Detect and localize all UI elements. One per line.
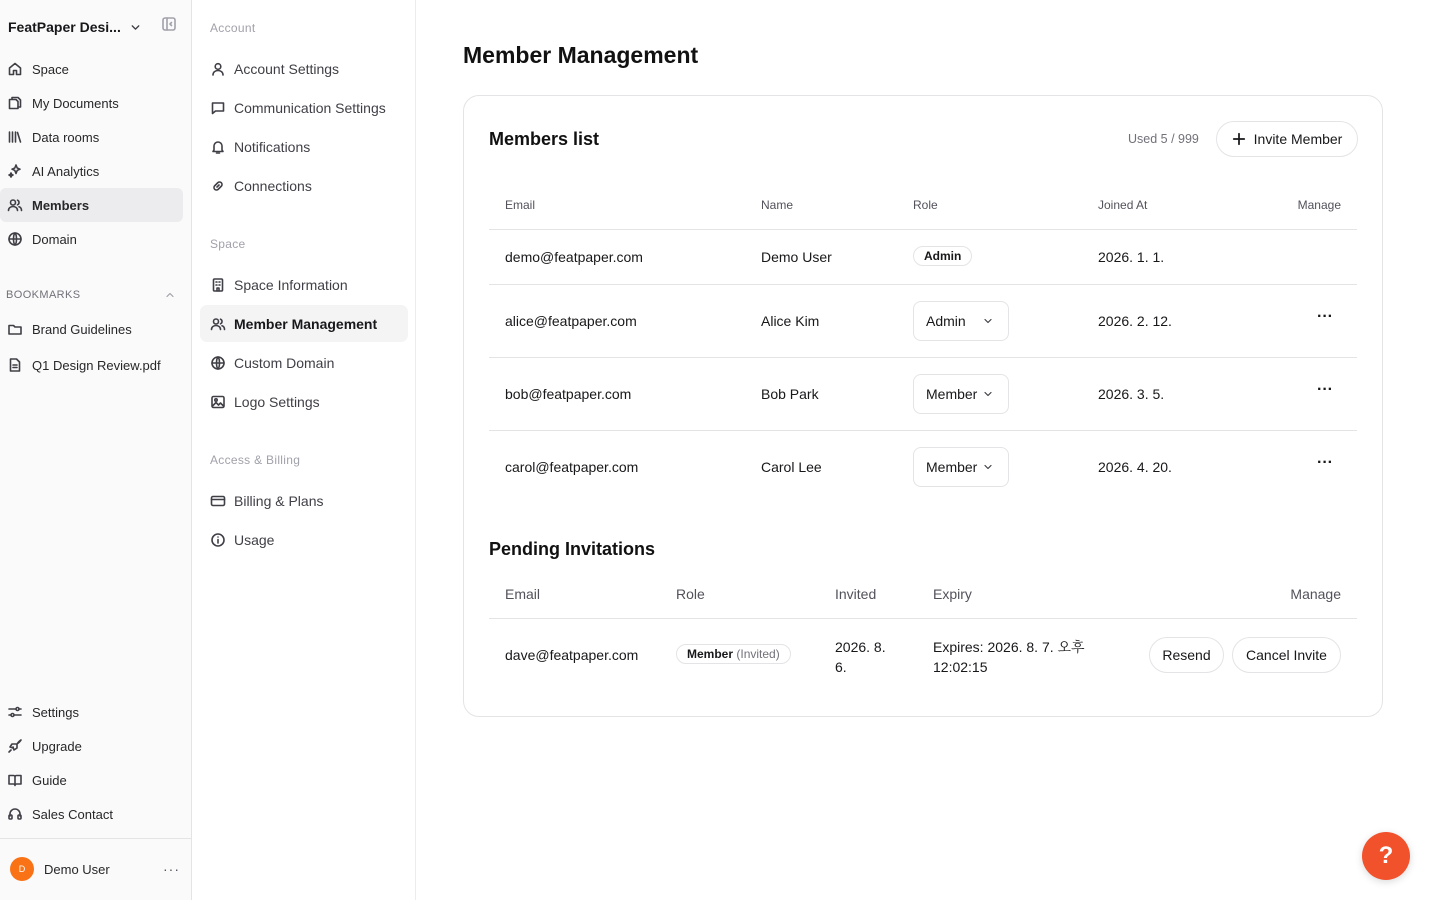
sidebar-item-guide[interactable] bbox=[0, 763, 183, 797]
sidebar-item-sales-contact[interactable] bbox=[0, 797, 183, 831]
invite-role: Member bbox=[687, 647, 734, 661]
column-header: Role bbox=[676, 586, 705, 602]
more-icon[interactable]: ··· bbox=[1317, 308, 1333, 325]
sidebar-item-upgrade[interactable] bbox=[0, 729, 183, 763]
sidebar-divider bbox=[0, 838, 191, 839]
headset-icon bbox=[7, 806, 23, 822]
globe-icon bbox=[210, 355, 226, 371]
documents-icon bbox=[7, 95, 23, 111]
section-label-space: Space bbox=[210, 237, 246, 251]
settings-nav bbox=[192, 0, 416, 900]
sidebar-toggle-icon[interactable] bbox=[161, 16, 177, 32]
bookmarks-label: BOOKMARKS bbox=[6, 289, 81, 301]
image-icon bbox=[210, 394, 226, 410]
role-badge bbox=[676, 644, 791, 664]
page-title: Member Management bbox=[463, 42, 699, 68]
sidebar-item-settings[interactable] bbox=[0, 695, 183, 729]
more-icon[interactable]: ··· bbox=[163, 861, 180, 877]
invite-email: dave@featpaper.com bbox=[505, 647, 639, 663]
settings-item-communication-settings[interactable] bbox=[200, 89, 408, 126]
members-table-header bbox=[489, 198, 1357, 218]
table-row bbox=[489, 618, 1357, 693]
role-select-value: Member bbox=[926, 386, 978, 402]
invite-member-button[interactable] bbox=[1216, 121, 1358, 157]
settings-item-label: Member Management bbox=[234, 315, 378, 332]
member-email: bob@featpaper.com bbox=[505, 386, 632, 402]
settings-item-label: Space Information bbox=[234, 276, 348, 293]
settings-item-member-management[interactable] bbox=[200, 305, 408, 342]
user-name: Demo User bbox=[44, 861, 110, 877]
message-icon bbox=[210, 100, 226, 116]
sidebar-item-label: Domain bbox=[32, 231, 77, 247]
sidebar-item-label: Data rooms bbox=[32, 129, 100, 145]
settings-item-connections[interactable] bbox=[200, 167, 408, 204]
help-button[interactable]: ? bbox=[1362, 832, 1410, 880]
member-joined: 2026. 3. 5. bbox=[1098, 386, 1165, 402]
member-joined: 2026. 2. 12. bbox=[1098, 313, 1172, 329]
column-header: Manage bbox=[1290, 586, 1341, 602]
pending-invitations-title: Pending Invitations bbox=[489, 539, 656, 559]
avatar: D bbox=[10, 857, 34, 881]
credit-card-icon bbox=[210, 493, 226, 509]
bookmark-label: Brand Guidelines bbox=[32, 321, 132, 337]
sparkles-icon bbox=[7, 163, 23, 179]
info-icon bbox=[210, 532, 226, 548]
sidebar-item-ai-analytics[interactable] bbox=[0, 154, 183, 188]
users-icon bbox=[210, 316, 226, 332]
user-icon bbox=[210, 61, 226, 77]
invite-expiry-line: Expires: 2026. 8. 7. 오후 bbox=[933, 639, 1085, 655]
chevron-down-icon bbox=[982, 315, 994, 327]
member-joined: 2026. 4. 20. bbox=[1098, 459, 1172, 475]
member-email: carol@featpaper.com bbox=[505, 459, 639, 475]
invite-expiry bbox=[933, 637, 1085, 677]
column-header: Email bbox=[505, 586, 541, 602]
sidebar-item-label: Upgrade bbox=[32, 738, 82, 754]
settings-item-label: Logo Settings bbox=[234, 393, 320, 410]
settings-item-custom-domain[interactable] bbox=[200, 344, 408, 381]
home-icon bbox=[7, 61, 23, 77]
file-icon bbox=[7, 357, 23, 373]
library-icon bbox=[7, 129, 23, 145]
settings-item-notifications[interactable] bbox=[200, 128, 408, 165]
rocket-icon bbox=[7, 738, 23, 754]
building-icon bbox=[210, 277, 226, 293]
sidebar-item-label: Members bbox=[32, 197, 90, 213]
sidebar-item-label: Guide bbox=[32, 772, 67, 788]
chevron-down-icon bbox=[982, 461, 994, 473]
app-sidebar bbox=[0, 0, 192, 900]
settings-item-label: Connections bbox=[234, 177, 312, 194]
column-header: Manage bbox=[1297, 198, 1341, 212]
settings-item-account-settings[interactable] bbox=[200, 50, 408, 87]
workspace-switcher[interactable] bbox=[8, 16, 184, 38]
column-header: Email bbox=[505, 198, 536, 212]
bookmarks-list bbox=[0, 311, 192, 383]
settings-item-logo-settings[interactable] bbox=[200, 383, 408, 420]
sidebar-item-label: Sales Contact bbox=[32, 806, 113, 822]
link-icon bbox=[210, 178, 226, 194]
bookmark-item[interactable] bbox=[0, 347, 183, 383]
column-header: Invited bbox=[835, 586, 877, 602]
settings-item-label: Usage bbox=[234, 531, 275, 548]
section-label-account: Account bbox=[210, 21, 256, 35]
member-joined: 2026. 1. 1. bbox=[1098, 249, 1165, 265]
role-select[interactable] bbox=[913, 301, 1009, 341]
member-usage: Used 5 / 999 bbox=[1128, 132, 1199, 146]
invite-member-label: Invite Member bbox=[1253, 131, 1343, 147]
bookmark-item[interactable] bbox=[0, 311, 183, 347]
settings-item-label: Billing & Plans bbox=[234, 492, 324, 509]
workspace-name: FeatPaper Desi... bbox=[8, 19, 121, 35]
section-label-billing: Access & Billing bbox=[210, 453, 301, 467]
settings-item-label: Custom Domain bbox=[234, 354, 335, 371]
table-row bbox=[489, 357, 1357, 430]
role-select[interactable] bbox=[913, 374, 1009, 414]
globe-icon bbox=[7, 231, 23, 247]
column-header: Role bbox=[913, 198, 938, 212]
users-icon bbox=[7, 197, 23, 213]
role-select-value: Member bbox=[926, 459, 978, 475]
chevron-up-icon bbox=[164, 289, 176, 301]
settings-item-space-information[interactable] bbox=[200, 266, 408, 303]
book-icon bbox=[7, 772, 23, 788]
sidebar-item-domain[interactable] bbox=[0, 222, 183, 256]
table-row bbox=[489, 284, 1357, 357]
member-name: Alice Kim bbox=[761, 313, 820, 329]
main-content bbox=[416, 0, 1430, 900]
settings-item-label: Account Settings bbox=[234, 60, 340, 77]
members-card bbox=[463, 95, 1383, 717]
invite-status: (Invited) bbox=[736, 647, 780, 661]
chevron-down-icon bbox=[982, 388, 994, 400]
sidebar-item-space[interactable] bbox=[0, 52, 183, 86]
plus-icon bbox=[1232, 132, 1246, 146]
role-badge: Admin bbox=[913, 246, 972, 266]
member-name: Demo User bbox=[761, 249, 832, 265]
column-header: Expiry bbox=[933, 586, 972, 602]
member-name: Carol Lee bbox=[761, 459, 822, 475]
table-row bbox=[489, 229, 1357, 284]
invite-invited-line: 2026. 8. bbox=[835, 639, 886, 655]
column-header: Joined At bbox=[1098, 198, 1148, 212]
sidebar-item-members[interactable] bbox=[0, 188, 183, 222]
role-select[interactable] bbox=[913, 447, 1009, 487]
sidebar-item-my-documents[interactable] bbox=[0, 86, 183, 120]
member-email: demo@featpaper.com bbox=[505, 249, 643, 265]
chevron-down-icon bbox=[129, 21, 142, 34]
user-menu[interactable] bbox=[10, 857, 180, 881]
folder-icon bbox=[7, 321, 23, 337]
sidebar-item-label: AI Analytics bbox=[32, 163, 100, 179]
column-header: Name bbox=[761, 198, 794, 212]
invite-expiry-line: 12:02:15 bbox=[933, 659, 988, 675]
cancel-invite-button[interactable]: Cancel Invite bbox=[1232, 637, 1341, 673]
bookmarks-header[interactable] bbox=[6, 289, 176, 301]
sidebar-item-label: Space bbox=[32, 61, 69, 77]
main-nav bbox=[0, 52, 192, 256]
settings-item-label: Notifications bbox=[234, 138, 311, 155]
settings-item-usage[interactable] bbox=[200, 521, 408, 558]
sidebar-item-label: My Documents bbox=[32, 95, 119, 111]
settings-item-label: Communication Settings bbox=[234, 99, 386, 116]
resend-button[interactable]: Resend bbox=[1149, 637, 1224, 673]
invite-invited-date bbox=[835, 637, 886, 677]
bookmark-label: Q1 Design Review.pdf bbox=[32, 357, 161, 373]
sidebar-item-label: Settings bbox=[32, 704, 79, 720]
more-icon[interactable]: ··· bbox=[1317, 454, 1333, 471]
members-list-title: Members list bbox=[489, 129, 600, 149]
more-icon[interactable]: ··· bbox=[1317, 381, 1333, 398]
sidebar-item-data-rooms[interactable] bbox=[0, 120, 183, 154]
role-select-value: Admin bbox=[926, 313, 966, 329]
sliders-icon bbox=[7, 704, 23, 720]
bell-icon bbox=[210, 139, 226, 155]
table-row bbox=[489, 430, 1357, 503]
member-email: alice@featpaper.com bbox=[505, 313, 637, 329]
invite-invited-line: 6. bbox=[835, 659, 847, 675]
member-name: Bob Park bbox=[761, 386, 819, 402]
settings-item-billing-plans[interactable] bbox=[200, 482, 408, 519]
bottom-nav bbox=[0, 695, 192, 831]
